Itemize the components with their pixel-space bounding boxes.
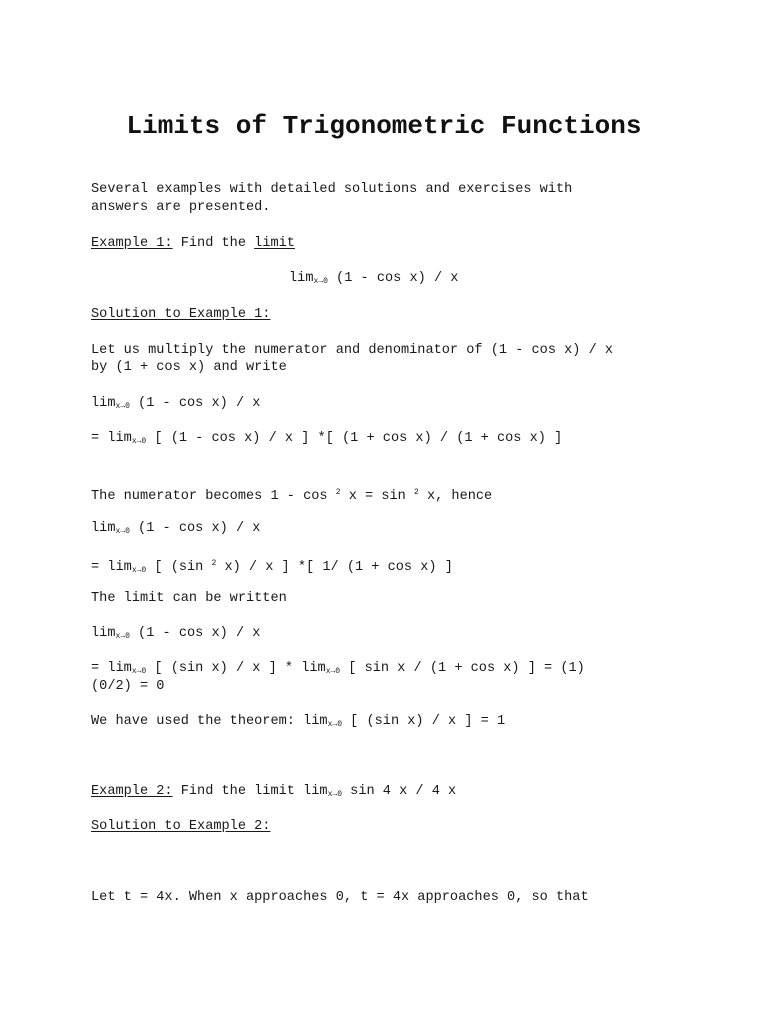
solution-2-line-1: Let t = 4x. When x approaches 0, t = 4x approaches 0, so that bbox=[91, 890, 589, 905]
numerator-text: x = sin bbox=[340, 489, 414, 504]
formula-expression: (1 - cos x) / x bbox=[327, 271, 459, 286]
lim-text: lim bbox=[107, 661, 132, 676]
lim-subscript: x→0 bbox=[327, 790, 342, 799]
intro-line-2: answers are presented. bbox=[91, 200, 271, 215]
equals-sign: = bbox=[91, 431, 108, 446]
lim-subscript: x→0 bbox=[131, 566, 147, 575]
lim-text: lim bbox=[303, 784, 328, 799]
lim-subscript: x→0 bbox=[313, 277, 328, 286]
step-expression: [ sin x / (1 + cos x) ] = (1) bbox=[340, 661, 585, 676]
lim-subscript: x→0 bbox=[325, 667, 341, 676]
step-5 bbox=[91, 625, 260, 646]
numerator-text: The numerator becomes 1 - cos bbox=[91, 489, 336, 504]
step-1 bbox=[91, 395, 260, 416]
solution-1-heading bbox=[91, 306, 270, 324]
lim-subscript: x→0 bbox=[115, 402, 130, 411]
equals-sign: = bbox=[91, 560, 108, 575]
lim-subscript: x→0 bbox=[131, 667, 147, 676]
example-2-heading bbox=[91, 783, 456, 804]
lim-text: lim bbox=[91, 396, 116, 411]
step-6 bbox=[91, 660, 585, 681]
superscript: 2 bbox=[335, 488, 341, 497]
lim-text: lim bbox=[91, 626, 116, 641]
solution-1-para-line-2: by (1 + cos x) and write bbox=[91, 360, 287, 375]
solution-2-heading bbox=[91, 818, 270, 836]
example-1-formula bbox=[289, 270, 458, 291]
step-4 bbox=[91, 555, 453, 580]
lim-text: lim bbox=[91, 521, 116, 536]
step-expression: (1 - cos x) / x bbox=[129, 521, 261, 536]
limit-link[interactable]: limit bbox=[254, 236, 295, 251]
example-1-text: Find the bbox=[172, 236, 255, 251]
example-1-label: Example 1: bbox=[91, 236, 173, 251]
superscript: 2 bbox=[413, 488, 419, 497]
solution-1-label: Solution to Example 1: bbox=[91, 307, 271, 322]
solution-1-para-line-1: Let us multiply the numerator and denominator of (1 - cos x) / x bbox=[91, 343, 614, 358]
step-expression: (1 - cos x) / x bbox=[129, 626, 261, 641]
numerator-line bbox=[91, 484, 492, 506]
step-3 bbox=[91, 520, 260, 541]
solution-2-label: Solution to Example 2: bbox=[91, 819, 271, 834]
step-6-line-2: (0/2) = 0 bbox=[91, 679, 165, 694]
step-expression: [ (sin x) / x ] * bbox=[146, 661, 302, 676]
lim-text: lim bbox=[301, 661, 326, 676]
step-expression: (1 - cos x) / x bbox=[129, 396, 261, 411]
example-1-heading bbox=[91, 235, 295, 253]
theorem-line bbox=[91, 713, 505, 734]
lim-text: lim bbox=[107, 560, 132, 575]
lim-subscript: x→0 bbox=[115, 527, 130, 536]
lim-text: lim bbox=[107, 431, 132, 446]
step-expression: x) / x ] *[ 1/ (1 + cos x) ] bbox=[216, 560, 453, 575]
theorem-text: We have used the theorem: bbox=[91, 714, 304, 729]
limit-written-text: The limit can be written bbox=[91, 591, 287, 606]
page-title: Limits of Trigonometric Functions bbox=[126, 111, 642, 141]
numerator-text: x, hence bbox=[418, 489, 493, 504]
intro-line-1: Several examples with detailed solutions and exercises with bbox=[91, 182, 573, 197]
step-expression: [ (sin bbox=[146, 560, 212, 575]
lim-text: lim bbox=[289, 271, 314, 286]
step-2 bbox=[91, 430, 562, 451]
theorem-expression: [ (sin x) / x ] = 1 bbox=[342, 714, 506, 729]
lim-subscript: x→0 bbox=[327, 720, 342, 729]
lim-subscript: x→0 bbox=[115, 632, 130, 641]
equals-sign: = bbox=[91, 661, 108, 676]
example-2-expression: sin 4 x / 4 x bbox=[342, 784, 457, 799]
example-2-text: Find the limit bbox=[172, 784, 304, 799]
superscript: 2 bbox=[211, 559, 217, 568]
example-2-label: Example 2: bbox=[91, 784, 173, 799]
step-expression: [ (1 - cos x) / x ] *[ (1 + cos x) / (1 + cos x) ] bbox=[146, 431, 563, 446]
lim-text: lim bbox=[303, 714, 328, 729]
lim-subscript: x→0 bbox=[131, 437, 147, 446]
